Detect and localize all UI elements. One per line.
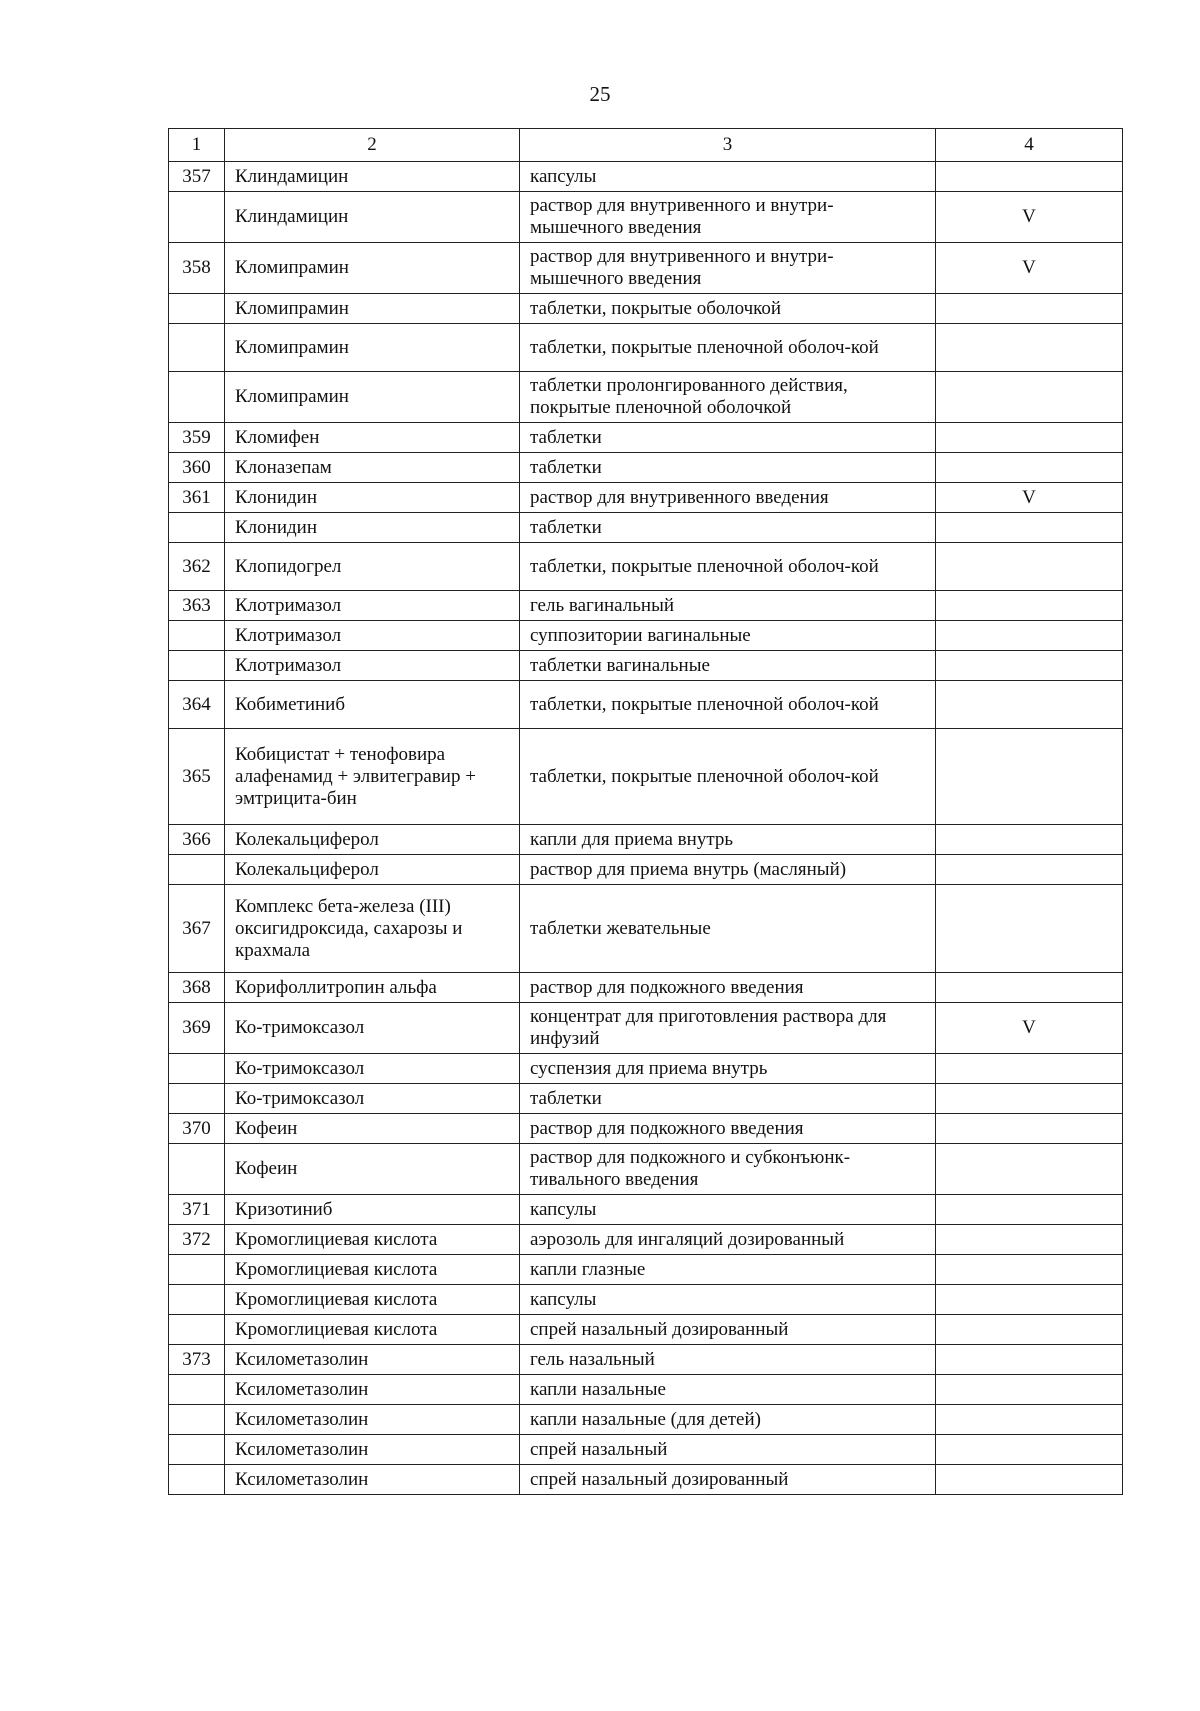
row-number: 366 [169, 825, 225, 855]
mark-cell [936, 1375, 1123, 1405]
dosage-form: капсулы [520, 1285, 936, 1315]
table-row [169, 885, 1123, 973]
mark-cell: V [936, 483, 1123, 513]
row-number [169, 1144, 225, 1195]
table-row [169, 1465, 1123, 1495]
drug-name: Ксилометазолин [225, 1405, 520, 1435]
mark-cell [936, 651, 1123, 681]
row-number: 363 [169, 591, 225, 621]
drug-name: Кобицистат + тенофовира алафенамид + элвитегравир + эмтрицита-бин [225, 729, 520, 825]
row-number: 360 [169, 453, 225, 483]
mark-cell [936, 1405, 1123, 1435]
drug-name: Клотримазол [225, 591, 520, 621]
dosage-form: таблетки, покрытые оболочкой [520, 294, 936, 324]
dosage-form: таблетки, покрытые пленочной оболоч-кой [520, 681, 936, 729]
mark-cell [936, 1345, 1123, 1375]
mark-cell [936, 1114, 1123, 1144]
drug-name: Клонидин [225, 513, 520, 543]
table-row [169, 1315, 1123, 1345]
table-row [169, 294, 1123, 324]
mark-cell [936, 543, 1123, 591]
drug-name: Клопидогрел [225, 543, 520, 591]
table-row [169, 423, 1123, 453]
dosage-form: раствор для подкожного введения [520, 1114, 936, 1144]
drug-name: Ко-тримоксазол [225, 1054, 520, 1084]
row-number: 362 [169, 543, 225, 591]
mark-cell [936, 324, 1123, 372]
dosage-form: таблетки, покрытые пленочной оболоч-кой [520, 729, 936, 825]
table-row [169, 729, 1123, 825]
row-number [169, 1375, 225, 1405]
drug-name: Ко-тримоксазол [225, 1003, 520, 1054]
row-number [169, 1255, 225, 1285]
dosage-form: раствор для внутривенного и внутри-мышечного введения [520, 243, 936, 294]
table-row [169, 681, 1123, 729]
row-number [169, 855, 225, 885]
drug-name: Кофеин [225, 1114, 520, 1144]
table-row [169, 1114, 1123, 1144]
mark-cell [936, 1195, 1123, 1225]
row-number: 365 [169, 729, 225, 825]
dosage-form: таблетки, покрытые пленочной оболоч-кой [520, 543, 936, 591]
dosage-form: таблетки [520, 423, 936, 453]
mark-cell [936, 855, 1123, 885]
drug-name: Кромоглициевая кислота [225, 1255, 520, 1285]
table-row [169, 324, 1123, 372]
drug-name: Ксилометазолин [225, 1345, 520, 1375]
row-number [169, 621, 225, 651]
table-row [169, 162, 1123, 192]
table-row [169, 513, 1123, 543]
dosage-form: спрей назальный дозированный [520, 1315, 936, 1345]
table-row [169, 651, 1123, 681]
table-row [169, 591, 1123, 621]
table-row [169, 372, 1123, 423]
drug-name: Клотримазол [225, 651, 520, 681]
row-number [169, 1435, 225, 1465]
row-number: 373 [169, 1345, 225, 1375]
table-row [169, 1054, 1123, 1084]
dosage-form: раствор для внутривенного и внутри-мышечного введения [520, 192, 936, 243]
dosage-form: раствор для подкожного и субконъюнк-тивального введения [520, 1144, 936, 1195]
dosage-form: раствор для приема внутрь (масляный) [520, 855, 936, 885]
mark-cell [936, 1315, 1123, 1345]
mark-cell [936, 1465, 1123, 1495]
drug-name: Клиндамицин [225, 192, 520, 243]
dosage-form: суспензия для приема внутрь [520, 1054, 936, 1084]
table-row [169, 1345, 1123, 1375]
row-number: 370 [169, 1114, 225, 1144]
table-row [169, 543, 1123, 591]
table-row [169, 1405, 1123, 1435]
table-row [169, 192, 1123, 243]
row-number: 367 [169, 885, 225, 973]
mark-cell: V [936, 192, 1123, 243]
table-row [169, 1195, 1123, 1225]
row-number: 357 [169, 162, 225, 192]
dosage-form: таблетки [520, 1084, 936, 1114]
dosage-form: суппозитории вагинальные [520, 621, 936, 651]
mark-cell [936, 1225, 1123, 1255]
drug-name: Кромоглициевая кислота [225, 1225, 520, 1255]
row-number [169, 294, 225, 324]
dosage-form: аэрозоль для ингаляций дозированный [520, 1225, 936, 1255]
row-number [169, 513, 225, 543]
row-number [169, 1405, 225, 1435]
table-header-row [169, 129, 1123, 162]
dosage-form: раствор для внутривенного введения [520, 483, 936, 513]
drug-name: Колекальциферол [225, 825, 520, 855]
row-number: 358 [169, 243, 225, 294]
table-row [169, 1255, 1123, 1285]
dosage-form: таблетки, покрытые пленочной оболоч-кой [520, 324, 936, 372]
dosage-form: таблетки вагинальные [520, 651, 936, 681]
row-number [169, 1054, 225, 1084]
page-number: 25 [589, 82, 611, 106]
drug-name: Ко-тримоксазол [225, 1084, 520, 1114]
mark-cell [936, 372, 1123, 423]
drug-table [168, 128, 1123, 1495]
dosage-form: капсулы [520, 162, 936, 192]
drug-name: Кобиметиниб [225, 681, 520, 729]
drug-name: Комплекс бета-железа (III) оксигидроксида, сахарозы и крахмала [225, 885, 520, 973]
header-col-2: 2 [225, 129, 520, 162]
row-number: 361 [169, 483, 225, 513]
mark-cell [936, 729, 1123, 825]
dosage-form: раствор для подкожного введения [520, 973, 936, 1003]
drug-name: Клиндамицин [225, 162, 520, 192]
dosage-form: таблетки [520, 513, 936, 543]
row-number [169, 651, 225, 681]
drug-name: Кромоглициевая кислота [225, 1285, 520, 1315]
drug-name: Кломипрамин [225, 243, 520, 294]
mark-cell: V [936, 1003, 1123, 1054]
drug-name: Кломипрамин [225, 324, 520, 372]
mark-cell [936, 1285, 1123, 1315]
drug-name: Клотримазол [225, 621, 520, 651]
mark-cell [936, 825, 1123, 855]
table-row [169, 1144, 1123, 1195]
drug-name: Ксилометазолин [225, 1375, 520, 1405]
mark-cell [936, 1144, 1123, 1195]
mark-cell [936, 1084, 1123, 1114]
drug-name: Кофеин [225, 1144, 520, 1195]
mark-cell [936, 1054, 1123, 1084]
mark-cell [936, 453, 1123, 483]
row-number: 369 [169, 1003, 225, 1054]
mark-cell [936, 885, 1123, 973]
dosage-form: капли назальные (для детей) [520, 1405, 936, 1435]
table-row [169, 1285, 1123, 1315]
table-row [169, 825, 1123, 855]
row-number: 368 [169, 973, 225, 1003]
mark-cell [936, 681, 1123, 729]
table-row [169, 1435, 1123, 1465]
mark-cell [936, 621, 1123, 651]
row-number [169, 372, 225, 423]
mark-cell: V [936, 243, 1123, 294]
mark-cell [936, 591, 1123, 621]
dosage-form: концентрат для приготовления раствора для инфузий [520, 1003, 936, 1054]
dosage-form: спрей назальный дозированный [520, 1465, 936, 1495]
table-row [169, 1003, 1123, 1054]
drug-name: Клонидин [225, 483, 520, 513]
mark-cell [936, 513, 1123, 543]
dosage-form: спрей назальный [520, 1435, 936, 1465]
row-number [169, 324, 225, 372]
row-number: 364 [169, 681, 225, 729]
row-number [169, 1084, 225, 1114]
drug-name: Кломипрамин [225, 372, 520, 423]
table-body [169, 162, 1123, 1495]
table-row [169, 483, 1123, 513]
drug-name: Кризотиниб [225, 1195, 520, 1225]
row-number: 359 [169, 423, 225, 453]
dosage-form: капли для приема внутрь [520, 825, 936, 855]
drug-name: Колекальциферол [225, 855, 520, 885]
drug-name: Корифоллитропин альфа [225, 973, 520, 1003]
dosage-form: гель вагинальный [520, 591, 936, 621]
table-row [169, 621, 1123, 651]
drug-name: Клоназепам [225, 453, 520, 483]
row-number [169, 1465, 225, 1495]
dosage-form: гель назальный [520, 1345, 936, 1375]
row-number [169, 1285, 225, 1315]
drug-name: Кломифен [225, 423, 520, 453]
table-row [169, 243, 1123, 294]
mark-cell [936, 1255, 1123, 1285]
mark-cell [936, 294, 1123, 324]
header-col-1: 1 [169, 129, 225, 162]
row-number: 372 [169, 1225, 225, 1255]
dosage-form: капсулы [520, 1195, 936, 1225]
dosage-form: капли глазные [520, 1255, 936, 1285]
dosage-form: таблетки пролонгированного действия, покрытые пленочной оболочкой [520, 372, 936, 423]
row-number [169, 192, 225, 243]
table-row [169, 855, 1123, 885]
mark-cell [936, 423, 1123, 453]
drug-name: Кломипрамин [225, 294, 520, 324]
mark-cell [936, 162, 1123, 192]
mark-cell [936, 1435, 1123, 1465]
table-row [169, 1375, 1123, 1405]
mark-cell [936, 973, 1123, 1003]
table-row [169, 1084, 1123, 1114]
table-row [169, 453, 1123, 483]
dosage-form: таблетки жевательные [520, 885, 936, 973]
drug-name: Кромоглициевая кислота [225, 1315, 520, 1345]
header-col-4: 4 [936, 129, 1123, 162]
table-row [169, 1225, 1123, 1255]
row-number [169, 1315, 225, 1345]
dosage-form: таблетки [520, 453, 936, 483]
row-number: 371 [169, 1195, 225, 1225]
dosage-form: капли назальные [520, 1375, 936, 1405]
drug-name: Ксилометазолин [225, 1435, 520, 1465]
drug-name: Ксилометазолин [225, 1465, 520, 1495]
table-row [169, 973, 1123, 1003]
header-col-3: 3 [520, 129, 936, 162]
